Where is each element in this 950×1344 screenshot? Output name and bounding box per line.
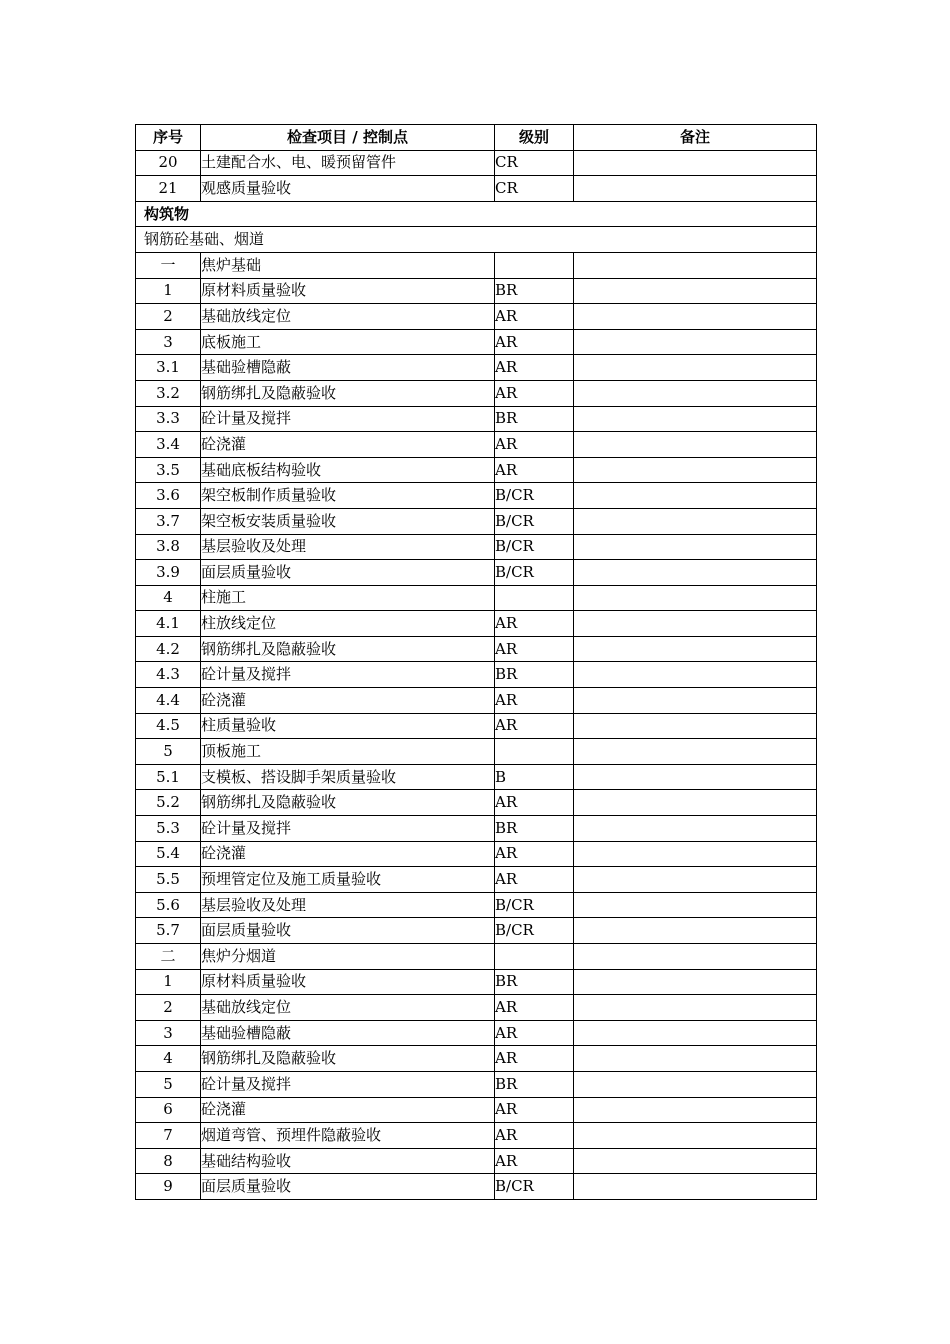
table-row xyxy=(136,176,817,202)
header-note: 备注 xyxy=(574,125,817,151)
section-heading-row xyxy=(136,201,817,227)
table-row xyxy=(136,636,817,662)
cell-seq: 3.8 xyxy=(136,534,201,560)
cell-note xyxy=(574,841,817,867)
cell-seq: 5.4 xyxy=(136,841,201,867)
cell-seq: 3.9 xyxy=(136,560,201,586)
cell-seq: 21 xyxy=(136,176,201,202)
cell-level: BR xyxy=(495,662,574,688)
cell-seq: 3.2 xyxy=(136,380,201,406)
cell-seq: 3.6 xyxy=(136,483,201,509)
cell-item: 土建配合水、电、暖预留管件 xyxy=(201,150,495,176)
header-seq: 序号 xyxy=(136,125,201,151)
table-row xyxy=(136,457,817,483)
table-row xyxy=(136,1174,817,1200)
cell-item: 砼计量及搅拌 xyxy=(201,662,495,688)
cell-level: BR xyxy=(495,278,574,304)
cell-level: AR xyxy=(495,432,574,458)
cell-item: 砼浇灌 xyxy=(201,432,495,458)
cell-seq: 二 xyxy=(136,944,201,970)
table-row xyxy=(136,483,817,509)
table-row xyxy=(136,1148,817,1174)
cell-seq: 20 xyxy=(136,150,201,176)
cell-level: B/CR xyxy=(495,534,574,560)
cell-item: 原材料质量验收 xyxy=(201,278,495,304)
cell-note xyxy=(574,560,817,586)
table-row xyxy=(136,739,817,765)
cell-seq: 5 xyxy=(136,1071,201,1097)
cell-item: 基础放线定位 xyxy=(201,304,495,330)
cell-note xyxy=(574,1097,817,1123)
cell-note xyxy=(574,1071,817,1097)
table-row xyxy=(136,944,817,970)
cell-seq: 2 xyxy=(136,304,201,330)
cell-note xyxy=(574,508,817,534)
cell-note xyxy=(574,483,817,509)
cell-seq: 5.7 xyxy=(136,918,201,944)
table-row xyxy=(136,304,817,330)
cell-level xyxy=(495,944,574,970)
cell-note xyxy=(574,611,817,637)
cell-level: B/CR xyxy=(495,508,574,534)
cell-note xyxy=(574,1148,817,1174)
cell-item: 观感质量验收 xyxy=(201,176,495,202)
cell-level: AR xyxy=(495,1148,574,1174)
table-row xyxy=(136,252,817,278)
cell-seq: 5.5 xyxy=(136,867,201,893)
cell-note xyxy=(574,406,817,432)
cell-note xyxy=(574,816,817,842)
cell-item: 柱放线定位 xyxy=(201,611,495,637)
cell-item: 面层质量验收 xyxy=(201,918,495,944)
cell-seq: 6 xyxy=(136,1097,201,1123)
cell-level: AR xyxy=(495,790,574,816)
cell-seq: 4.1 xyxy=(136,611,201,637)
table-row xyxy=(136,892,817,918)
cell-item: 基础放线定位 xyxy=(201,995,495,1021)
cell-level: B xyxy=(495,764,574,790)
cell-seq: 4.3 xyxy=(136,662,201,688)
cell-level xyxy=(495,585,574,611)
cell-note xyxy=(574,150,817,176)
cell-item: 架空板安装质量验收 xyxy=(201,508,495,534)
cell-seq: 3.5 xyxy=(136,457,201,483)
cell-seq: 4 xyxy=(136,585,201,611)
table-row xyxy=(136,713,817,739)
cell-seq: 2 xyxy=(136,995,201,1021)
table-row xyxy=(136,1020,817,1046)
cell-note xyxy=(574,252,817,278)
cell-seq: 4.2 xyxy=(136,636,201,662)
cell-item: 砼浇灌 xyxy=(201,1097,495,1123)
table-row xyxy=(136,1046,817,1072)
cell-note xyxy=(574,304,817,330)
cell-item: 预埋管定位及施工质量验收 xyxy=(201,867,495,893)
cell-item: 底板施工 xyxy=(201,329,495,355)
cell-level: AR xyxy=(495,636,574,662)
cell-level: B/CR xyxy=(495,892,574,918)
cell-item: 面层质量验收 xyxy=(201,560,495,586)
cell-seq: 一 xyxy=(136,252,201,278)
cell-note xyxy=(574,380,817,406)
table-row xyxy=(136,432,817,458)
cell-level: BR xyxy=(495,1071,574,1097)
cell-level: AR xyxy=(495,380,574,406)
cell-level: AR xyxy=(495,329,574,355)
cell-item: 钢筋绑扎及隐蔽验收 xyxy=(201,380,495,406)
table-row xyxy=(136,560,817,586)
table-row xyxy=(136,995,817,1021)
cell-level: AR xyxy=(495,457,574,483)
cell-seq: 5.1 xyxy=(136,764,201,790)
cell-item: 砼计量及搅拌 xyxy=(201,406,495,432)
cell-item: 焦炉基础 xyxy=(201,252,495,278)
cell-item: 支模板、搭设脚手架质量验收 xyxy=(201,764,495,790)
cell-note xyxy=(574,432,817,458)
cell-seq: 3.3 xyxy=(136,406,201,432)
table-row xyxy=(136,355,817,381)
cell-note xyxy=(574,790,817,816)
cell-level: AR xyxy=(495,841,574,867)
cell-item: 架空板制作质量验收 xyxy=(201,483,495,509)
cell-note xyxy=(574,636,817,662)
cell-level: AR xyxy=(495,1020,574,1046)
table-row xyxy=(136,329,817,355)
cell-level: AR xyxy=(495,713,574,739)
table-row xyxy=(136,662,817,688)
cell-level: BR xyxy=(495,969,574,995)
table-row xyxy=(136,1071,817,1097)
cell-item: 砼浇灌 xyxy=(201,841,495,867)
cell-seq: 3 xyxy=(136,1020,201,1046)
table-row xyxy=(136,841,817,867)
table-row xyxy=(136,611,817,637)
cell-item: 钢筋绑扎及隐蔽验收 xyxy=(201,790,495,816)
cell-note xyxy=(574,585,817,611)
cell-note xyxy=(574,918,817,944)
cell-note xyxy=(574,278,817,304)
cell-seq: 1 xyxy=(136,969,201,995)
table-header-row xyxy=(136,125,817,151)
table-row xyxy=(136,1097,817,1123)
cell-level: B/CR xyxy=(495,560,574,586)
cell-note xyxy=(574,892,817,918)
cell-level: B/CR xyxy=(495,918,574,944)
cell-item: 烟道弯管、预埋件隐蔽验收 xyxy=(201,1123,495,1149)
cell-level: AR xyxy=(495,611,574,637)
table-row xyxy=(136,508,817,534)
cell-item: 柱施工 xyxy=(201,585,495,611)
cell-note xyxy=(574,1020,817,1046)
subsection-heading: 钢筋砼基础、烟道 xyxy=(136,227,817,253)
cell-note xyxy=(574,764,817,790)
table-row xyxy=(136,969,817,995)
table-row xyxy=(136,816,817,842)
cell-note xyxy=(574,969,817,995)
cell-level: AR xyxy=(495,304,574,330)
cell-note xyxy=(574,457,817,483)
table-body xyxy=(136,150,817,1199)
cell-seq: 4.4 xyxy=(136,688,201,714)
table-row xyxy=(136,278,817,304)
cell-level: B/CR xyxy=(495,483,574,509)
cell-level xyxy=(495,252,574,278)
cell-item: 砼浇灌 xyxy=(201,688,495,714)
cell-item: 基础验槽隐蔽 xyxy=(201,355,495,381)
cell-item: 砼计量及搅拌 xyxy=(201,816,495,842)
cell-seq: 7 xyxy=(136,1123,201,1149)
cell-item: 基层验收及处理 xyxy=(201,534,495,560)
cell-note xyxy=(574,995,817,1021)
cell-note xyxy=(574,1046,817,1072)
cell-note xyxy=(574,355,817,381)
cell-seq: 9 xyxy=(136,1174,201,1200)
cell-item: 基础底板结构验收 xyxy=(201,457,495,483)
header-item: 检查项目 / 控制点 xyxy=(201,125,495,151)
cell-seq: 1 xyxy=(136,278,201,304)
cell-level: BR xyxy=(495,816,574,842)
cell-item: 砼计量及搅拌 xyxy=(201,1071,495,1097)
cell-item: 焦炉分烟道 xyxy=(201,944,495,970)
table-row xyxy=(136,380,817,406)
cell-note xyxy=(574,534,817,560)
cell-seq: 3.4 xyxy=(136,432,201,458)
table-row xyxy=(136,688,817,714)
cell-seq: 8 xyxy=(136,1148,201,1174)
subsection-heading-row xyxy=(136,227,817,253)
cell-level: CR xyxy=(495,150,574,176)
table-row xyxy=(136,406,817,432)
cell-seq: 3.1 xyxy=(136,355,201,381)
cell-item: 钢筋绑扎及隐蔽验收 xyxy=(201,636,495,662)
cell-note xyxy=(574,713,817,739)
cell-note xyxy=(574,329,817,355)
cell-item: 柱质量验收 xyxy=(201,713,495,739)
header-level: 级别 xyxy=(495,125,574,151)
cell-level: BR xyxy=(495,406,574,432)
cell-note xyxy=(574,688,817,714)
table-row xyxy=(136,867,817,893)
cell-level: AR xyxy=(495,355,574,381)
cell-seq: 5.6 xyxy=(136,892,201,918)
cell-note xyxy=(574,176,817,202)
table-row xyxy=(136,1123,817,1149)
cell-item: 基础验槽隐蔽 xyxy=(201,1020,495,1046)
cell-level: AR xyxy=(495,867,574,893)
cell-note xyxy=(574,739,817,765)
cell-level: AR xyxy=(495,1046,574,1072)
cell-seq: 5.2 xyxy=(136,790,201,816)
cell-note xyxy=(574,867,817,893)
cell-seq: 4 xyxy=(136,1046,201,1072)
table-row xyxy=(136,534,817,560)
table-row xyxy=(136,764,817,790)
cell-item: 原材料质量验收 xyxy=(201,969,495,995)
inspection-table xyxy=(135,124,817,1200)
cell-note xyxy=(574,662,817,688)
cell-level: B/CR xyxy=(495,1174,574,1200)
cell-item: 顶板施工 xyxy=(201,739,495,765)
cell-note xyxy=(574,1174,817,1200)
table-row xyxy=(136,585,817,611)
table-row xyxy=(136,150,817,176)
table-row xyxy=(136,918,817,944)
cell-seq: 4.5 xyxy=(136,713,201,739)
cell-note xyxy=(574,1123,817,1149)
cell-seq: 3 xyxy=(136,329,201,355)
cell-level: AR xyxy=(495,995,574,1021)
cell-item: 基层验收及处理 xyxy=(201,892,495,918)
cell-seq: 5 xyxy=(136,739,201,765)
cell-seq: 5.3 xyxy=(136,816,201,842)
cell-level xyxy=(495,739,574,765)
cell-level: CR xyxy=(495,176,574,202)
cell-item: 面层质量验收 xyxy=(201,1174,495,1200)
table-row xyxy=(136,790,817,816)
cell-level: AR xyxy=(495,1123,574,1149)
cell-note xyxy=(574,944,817,970)
cell-item: 基础结构验收 xyxy=(201,1148,495,1174)
cell-level: AR xyxy=(495,688,574,714)
cell-level: AR xyxy=(495,1097,574,1123)
cell-seq: 3.7 xyxy=(136,508,201,534)
section-heading: 构筑物 xyxy=(136,201,817,227)
cell-item: 钢筋绑扎及隐蔽验收 xyxy=(201,1046,495,1072)
